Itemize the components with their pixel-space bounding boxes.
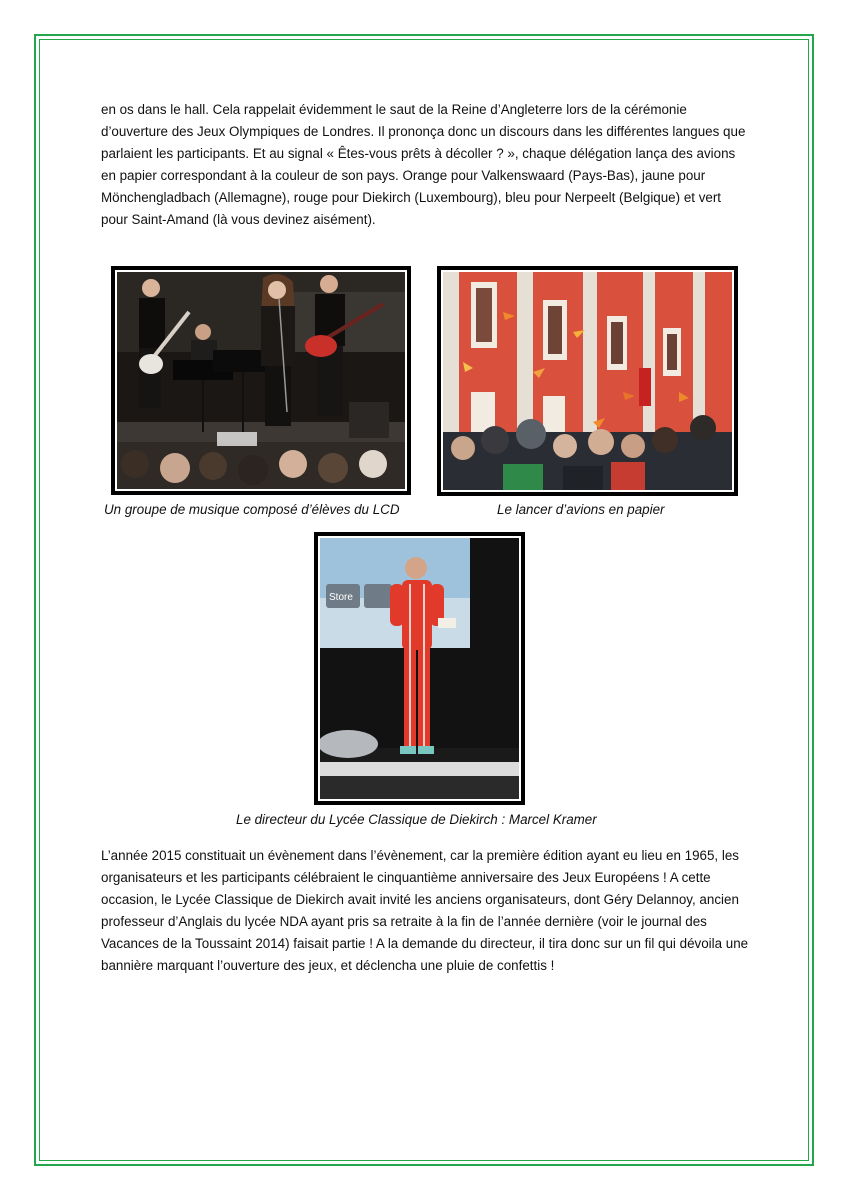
- band-photo: [111, 266, 411, 495]
- paper-planes-photo-image: [443, 272, 732, 490]
- paper-planes-photo: [437, 266, 738, 496]
- director-photo-image: [320, 538, 519, 799]
- screen-store-text: Store: [329, 592, 353, 603]
- band-photo-image: [117, 272, 405, 489]
- paragraph-intro: en os dans le hall. Cela rappelait évidemment le saut de la Reine d’Angleterre lors de la cérémonie d’ouverture des Jeux Olympiques de Londres. Il prononça donc un discours dans les différentes langues que parlaient les participants. Et au signal « Êtes-vous prêts à décoller ? », chaque délégation lança des avions en papier correspondant à la couleur de son pays. Orange pour Valkenswaard (Pays-Bas), jaune pour Mönchengladbach (Allemagne), rouge pour Diekirch (Luxembourg), bleu pour Nerpeelt (Belgique) et vert pour Saint-Amand (là vous devinez aisément).: [101, 102, 746, 228]
- caption-band: Un groupe de musique composé d’élèves du LCD: [104, 502, 400, 517]
- director-photo: [314, 532, 525, 805]
- caption-paper-planes: Le lancer d’avions en papier: [497, 502, 665, 517]
- paragraph-anniversary: L’année 2015 constituait un évènement dans l’évènement, car la première édition ayant eu lieu en 1965, les organisateurs et les participants célébraient le cinquantième anniversaire des Jeux Européens ! A cette occasion, le Lycée Classique de Diekirch avait invité les anciens organisateurs, dont Géry Delannoy, ancien professeur d’Anglais du lycée NDA ayant pris sa retraite à la fin de l’année dernière (voir le journal des Vacances de la Toussaint 2014) faisait partie ! A la demande du directeur, il tira donc sur un fil qui dévoila une bannière marquant l’ouverture des jeux, et déclencha une pluie de confettis !: [101, 848, 749, 974]
- caption-director: Le directeur du Lycée Classique de Diekirch : Marcel Kramer: [236, 812, 597, 827]
